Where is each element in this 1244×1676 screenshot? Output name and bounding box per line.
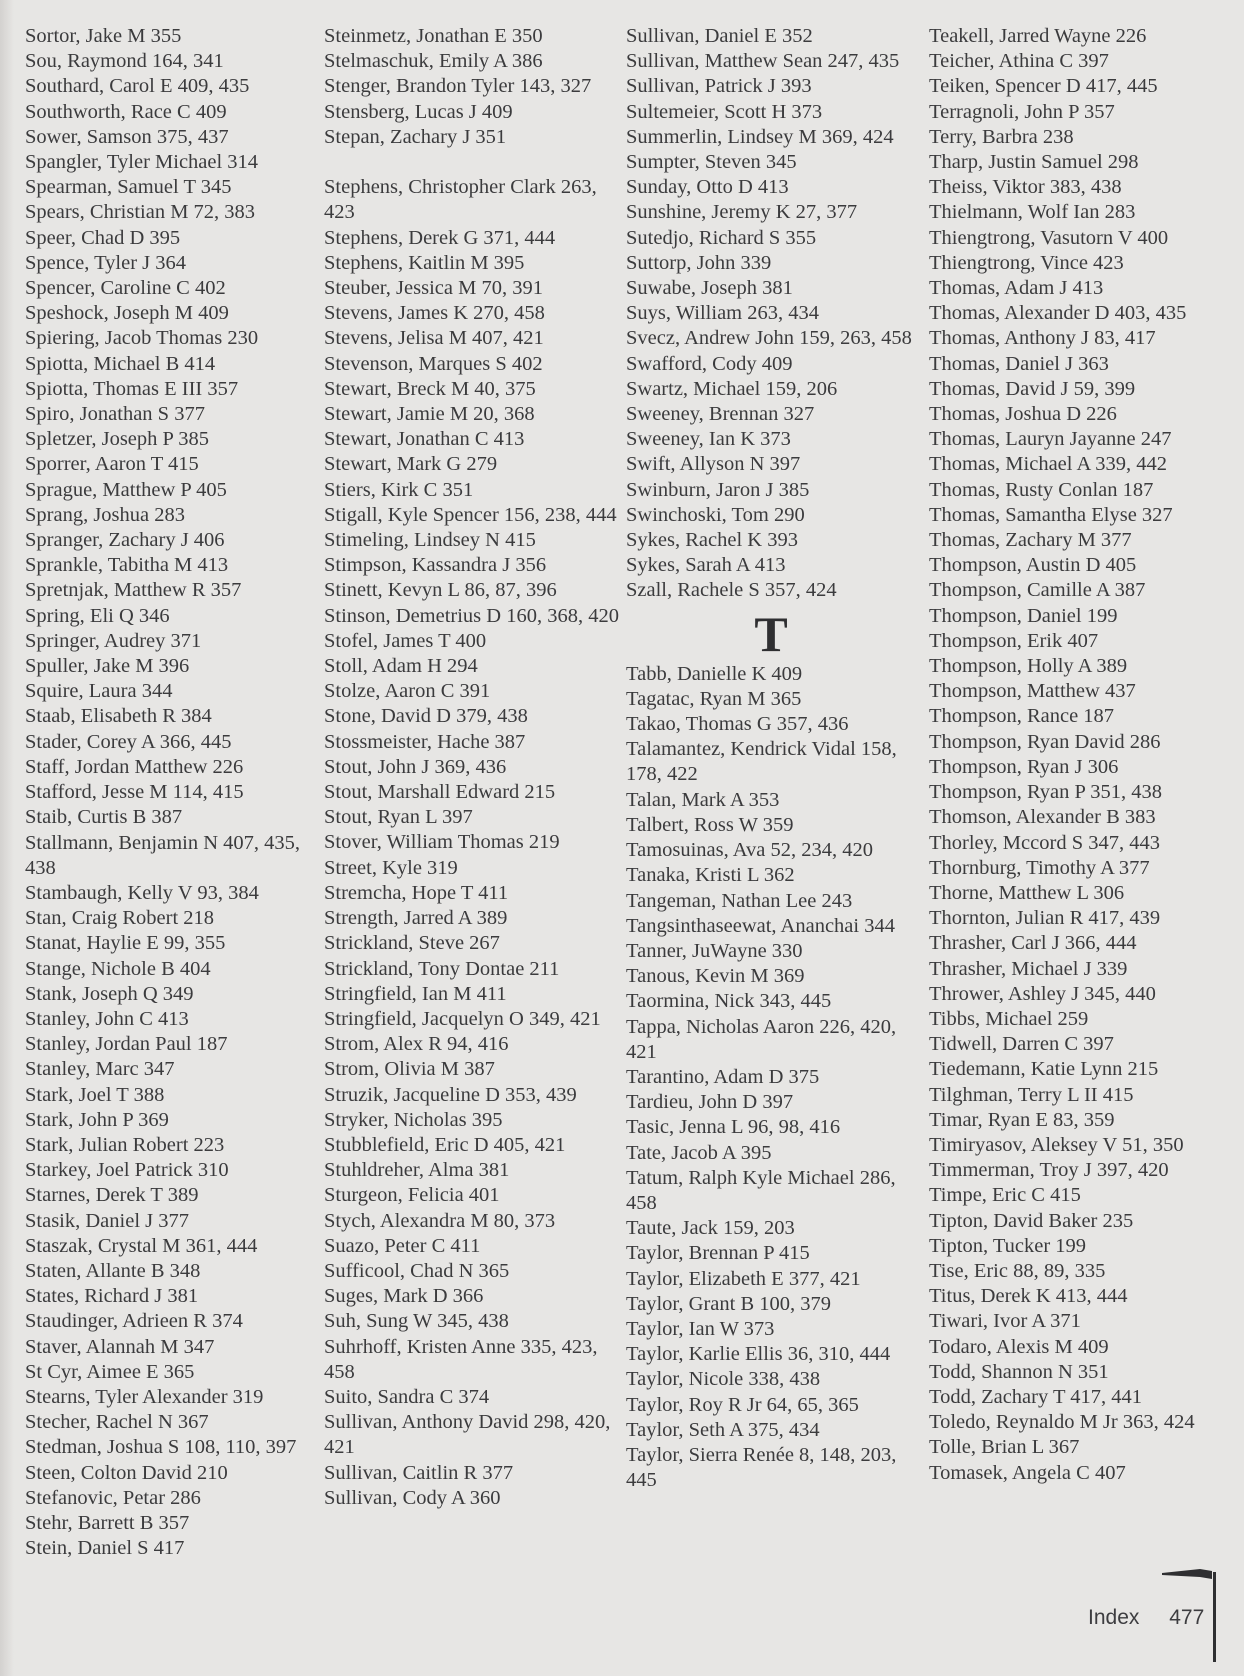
index-entry: Tiedemann, Katie Lynn 215 [929,1058,1159,1081]
index-entry: Takao, Thomas G 357, 436 [626,713,849,736]
index-entry: Sykes, Rachel K 393 [626,529,798,552]
index-entry: Thorne, Matthew L 306 [929,881,1125,904]
index-column-3 [626,24,916,1493]
index-entry: Taylor, Roy R Jr 64, 65, 365 [626,1393,859,1416]
index-entry: Thomas, Lauryn Jayanne 247 [929,428,1172,451]
index-entry: Sullivan, Daniel E 352 [626,25,813,47]
index-entry: Thrasher, Carl J 366, 444 [929,932,1137,955]
index-entry: Stevens, Jelisa M 407, 421 [324,327,544,350]
index-entry: Suh, Sung W 345, 438 [324,1310,509,1333]
index-entry: Stewart, Jonathan C 413 [324,428,525,451]
index-entry: Tabb, Danielle K 409 [626,662,803,685]
index-entry: Strom, Alex R 94, 416 [324,1033,509,1056]
index-entry: Sumpter, Steven 345 [626,151,797,174]
index-entry: Spletzer, Joseph P 385 [25,428,210,451]
index-entry: Stafford, Jesse M 114, 415 [25,781,244,804]
index-entry: Suges, Mark D 366 [324,1285,484,1308]
index-entry: Spiotta, Michael B 414 [25,352,216,375]
index-entry: Tangsinthaseewat, Ananchai 344 [626,914,895,937]
index-entry: Swafford, Cody 409 [626,352,793,375]
index-entry: Spiering, Jacob Thomas 230 [25,327,259,350]
index-entry: Taylor, Brennan P 415 [626,1242,810,1265]
index-entry: Stremcha, Hope T 411 [324,881,509,904]
index-entry: Talan, Mark A 353 [626,788,780,811]
index-entry: Tasic, Jenna L 96, 98, 416 [626,1116,841,1139]
index-entry: Stevens, James K 270, 458 [324,302,545,325]
index-entry: Stelmaschuk, Emily A 386 [324,50,543,73]
index-entry: St Cyr, Aimee E 365 [25,1360,195,1383]
index-entry: Stanley, Marc 347 [25,1058,175,1081]
index-entry: Sultemeier, Scott H 373 [626,100,823,123]
index-entry: Thompson, Holly A 389 [929,655,1128,678]
index-entry: Stout, John J 369, 436 [324,755,507,778]
index-entry: Speshock, Joseph M 409 [25,302,229,325]
index-entry: Tangeman, Nathan Lee 243 [626,889,853,912]
index-entry: Sprague, Matthew P 405 [25,478,227,501]
index-entry: Spiotta, Thomas E III 357 [25,377,239,400]
index-entry: Stofel, James T 400 [324,629,487,652]
index-entry: Stout, Marshall Edward 215 [324,781,556,804]
index-entry: Struzik, Jacqueline D 353, 439 [324,1083,577,1106]
index-entry: Theiss, Viktor 383, 438 [929,176,1122,199]
index-entry: Tanous, Kevin M 369 [626,965,805,988]
index-entry: Speer, Chad D 395 [25,226,181,249]
index-entry: Sullivan, Matthew Sean 247, 435 [626,50,900,73]
index-entry: Thornburg, Timothy A 377 [929,856,1150,879]
index-entry: Tilghman, Terry L II 415 [929,1083,1134,1106]
index-entry: Stryker, Nicholas 395 [324,1108,503,1131]
index-entry: Thompson, Erik 407 [929,629,1099,652]
index-entry: Svecz, Andrew John 159, 263, 458 [626,327,912,350]
index-entry: Taylor, Sierra Renée 8, 148, 203, 445 [626,1443,897,1492]
index-entry: Suys, William 263, 434 [626,302,819,325]
index-entry: Stover, William Thomas 219 [324,831,560,854]
index-entry: Street, Kyle 319 [324,856,458,879]
index-entry: Stark, Julian Robert 223 [25,1133,225,1156]
index-entry: Staab, Elisabeth R 384 [25,705,212,728]
index-entry: Thomas, David J 59, 399 [929,377,1136,400]
index-entry: Sower, Samson 375, 437 [25,125,229,148]
index-entry: Thomas, Rusty Conlan 187 [929,478,1154,501]
index-entry: Stanley, Jordan Paul 187 [25,1033,228,1056]
index-entry: Thomas, Samantha Elyse 327 [929,503,1173,526]
index-entry: Stewart, Breck M 40, 375 [324,377,536,400]
index-entry: Spangler, Tyler Michael 314 [25,151,259,174]
page-number: 477 [1169,1606,1205,1629]
index-entry: Thomas, Adam J 413 [929,277,1104,300]
index-entry: Stanat, Haylie E 99, 355 [25,932,226,955]
index-entry: Sturgeon, Felicia 401 [324,1184,500,1207]
index-entry: Taylor, Grant B 100, 379 [626,1292,831,1315]
index-entry: Teakell, Jarred Wayne 226 [929,25,1147,47]
index-entry: Stiers, Kirk C 351 [324,478,474,501]
index-entry: Stych, Alexandra M 80, 373 [324,1209,556,1232]
index-entry: Southworth, Race C 409 [25,100,227,123]
index-entry: Sunday, Otto D 413 [626,176,789,199]
index-entry: Suito, Sandra C 374 [324,1385,490,1408]
index-entry: Steinmetz, Jonathan E 350 [324,25,543,47]
section-gap [324,150,624,175]
index-entry: Sullivan, Caitlin R 377 [324,1461,514,1484]
index-column-2 [324,24,624,1511]
index-entry: Spranger, Zachary J 406 [25,529,225,552]
index-entry: Timar, Ryan E 83, 359 [929,1108,1115,1131]
index-entry: Stinson, Demetrius D 160, 368, 420 [324,604,619,627]
index-entry: Thompson, Ryan David 286 [929,730,1161,753]
index-entry: Thornton, Julian R 417, 439 [929,907,1161,930]
index-entry: Swartz, Michael 159, 206 [626,377,838,400]
index-entry: Staff, Jordan Matthew 226 [25,755,244,778]
index-entry: Tipton, David Baker 235 [929,1209,1134,1232]
index-entry: Tatum, Ralph Kyle Michael 286, 458 [626,1166,896,1214]
index-entry: Tharp, Justin Samuel 298 [929,151,1139,174]
index-entry: Tardieu, John D 397 [626,1091,794,1114]
index-entry: Staszak, Crystal M 361, 444 [25,1234,258,1257]
index-entry: Stank, Joseph Q 349 [25,982,194,1005]
index-entry: Stearns, Tyler Alexander 319 [25,1385,264,1408]
index-entry: Stuhldreher, Alma 381 [324,1159,510,1182]
index-entry: Sullivan, Patrick J 393 [626,75,812,98]
index-entry: Starkey, Joel Patrick 310 [25,1159,229,1182]
index-column-4 [929,24,1229,1486]
index-entry: Suwabe, Joseph 381 [626,277,793,300]
index-entry: Strickland, Steve 267 [324,932,500,955]
index-entry: Steen, Colton David 210 [25,1461,228,1484]
index-entry: Thompson, Rance 187 [929,705,1115,728]
index-entry: Thomas, Alexander D 403, 435 [929,302,1187,325]
index-entry: Stolze, Aaron C 391 [324,680,491,703]
index-entry: Sweeney, Brennan 327 [626,403,815,426]
index-entry: Strength, Jarred A 389 [324,907,508,930]
index-entry: Staten, Allante B 348 [25,1259,201,1282]
index-entry: Suhrhoff, Kristen Anne 335, 423, 458 [324,1335,598,1383]
index-entry: Spring, Eli Q 346 [25,604,170,627]
index-entry: Stasik, Daniel J 377 [25,1209,189,1232]
index-entry: Sortor, Jake M 355 [25,25,182,47]
index-entry: Thomas, Zachary M 377 [929,529,1132,552]
index-entry: Stimpson, Kassandra J 356 [324,554,547,577]
index-entry: Sykes, Sarah A 413 [626,554,786,577]
index-entry: Sullivan, Anthony David 298, 420, 421 [324,1411,611,1459]
index-entry: Taylor, Ian W 373 [626,1317,775,1340]
index-entry: Tarantino, Adam D 375 [626,1065,820,1088]
index-entry: Stringfield, Ian M 411 [324,982,507,1005]
index-entry: Todd, Shannon N 351 [929,1360,1109,1383]
index-entry: Talbert, Ross W 359 [626,813,794,836]
index-entry: Sprang, Joshua 283 [25,503,186,526]
index-entry: Sullivan, Cody A 360 [324,1486,501,1509]
index-entry: Terry, Barbra 238 [929,125,1074,148]
index-entry: Summerlin, Lindsey M 369, 424 [626,125,894,148]
index-entry: Spiro, Jonathan S 377 [25,403,205,426]
index-entry: Staver, Alannah M 347 [25,1335,215,1358]
index-entry: Springer, Audrey 371 [25,629,202,652]
index-entry: Taylor, Nicole 338, 438 [626,1368,821,1391]
index-entry: Sporrer, Aaron T 415 [25,453,199,476]
index-entry: Stefanovic, Petar 286 [25,1486,201,1509]
index-entry: Taylor, Seth A 375, 434 [626,1418,820,1441]
index-entry: Timmerman, Troy J 397, 420 [929,1159,1169,1182]
index-entry: Stevenson, Marques S 402 [324,352,543,375]
index-entry: Strickland, Tony Dontae 211 [324,957,560,980]
index-entry: Teiken, Spencer D 417, 445 [929,75,1158,98]
index-entry: Stader, Corey A 366, 445 [25,730,232,753]
index-entry: Stone, David D 379, 438 [324,705,528,728]
index-entry: Suttorp, John 339 [626,251,772,274]
index-entry: Suazo, Peter C 411 [324,1234,481,1257]
index-entry: Thomas, Michael A 339, 442 [929,453,1168,476]
index-entry: Sufficool, Chad N 365 [324,1259,510,1282]
index-entry: Stensberg, Lucas J 409 [324,100,513,123]
index-entry: Spearman, Samuel T 345 [25,176,232,199]
index-entry: Thompson, Camille A 387 [929,579,1146,602]
index-entry: Stephens, Christopher Clark 263, 423 [324,176,597,224]
index-entry: Stark, Joel T 388 [25,1083,165,1106]
index-entry: Thiengtrong, Vince 423 [929,251,1124,274]
index-entry: Tanaka, Kristi L 362 [626,864,795,887]
index-entry: Thomas, Joshua D 226 [929,403,1117,426]
index-entry: Staudinger, Adrieen R 374 [25,1310,243,1333]
index-entry: Stewart, Mark G 279 [324,453,498,476]
index-entry: Stange, Nichole B 404 [25,957,211,980]
index-entry: Stanley, John C 413 [25,1007,189,1030]
index-entry: Spretnjak, Matthew R 357 [25,579,242,602]
index-entry: Spence, Tyler J 364 [25,251,187,274]
index-entry: Tidwell, Darren C 397 [929,1033,1114,1056]
index-entry: Thielmann, Wolf Ian 283 [929,201,1136,224]
index-entry: Tamosuinas, Ava 52, 234, 420 [626,839,874,862]
index-entry: Spears, Christian M 72, 383 [25,201,256,224]
index-entry: Starnes, Derek T 389 [25,1184,199,1207]
index-entry: Thrower, Ashley J 345, 440 [929,982,1156,1005]
index-entry: Tiwari, Ivor A 371 [929,1310,1081,1333]
index-entry: Stein, Daniel S 417 [25,1537,185,1560]
index-entry: Stan, Craig Robert 218 [25,907,215,930]
index-entry: Thompson, Ryan J 306 [929,755,1119,778]
index-entry: Thompson, Matthew 437 [929,680,1136,703]
index-entry: Stringfield, Jacquelyn O 349, 421 [324,1007,601,1030]
pennant-icon [1160,1565,1220,1587]
index-entry: Taute, Jack 159, 203 [626,1217,795,1240]
index-entry: Swift, Allyson N 397 [626,453,801,476]
index-entry: Tise, Eric 88, 89, 335 [929,1259,1106,1282]
index-entry: Todaro, Alexis M 409 [929,1335,1109,1358]
index-entry: Toledo, Reynaldo M Jr 363, 424 [929,1411,1195,1434]
page-footer [1088,1606,1204,1630]
index-entry: Stoll, Adam H 294 [324,655,478,678]
index-entry: Southard, Carol E 409, 435 [25,75,250,98]
index-entry: Steuber, Jessica M 70, 391 [324,277,543,300]
index-entry: Timiryasov, Aleksey V 51, 350 [929,1133,1184,1156]
index-entry: Tipton, Tucker 199 [929,1234,1087,1257]
index-entry: Spuller, Jake M 396 [25,655,190,678]
index-entry: Stenger, Brandon Tyler 143, 327 [324,75,592,98]
index-entry: Stedman, Joshua S 108, 110, 397 [25,1436,297,1459]
index-entry: Thompson, Daniel 199 [929,604,1118,627]
index-entry: Stephens, Kaitlin M 395 [324,251,525,274]
section-letter-heading: T [754,605,788,662]
index-entry: Stout, Ryan L 397 [324,806,473,829]
index-entry: Thomas, Daniel J 363 [929,352,1109,375]
index-entry: Tibbs, Michael 259 [929,1007,1089,1030]
index-entry: States, Richard J 381 [25,1285,199,1308]
index-column-1 [25,24,310,1561]
index-entry: Stubblefield, Eric D 405, 421 [324,1133,566,1156]
index-entry: Stehr, Barrett B 357 [25,1511,190,1534]
index-entry: Tanner, JuWayne 330 [626,939,803,962]
index-entry: Thomson, Alexander B 383 [929,806,1156,829]
index-entry: Swinburn, Jaron J 385 [626,478,810,501]
index-entry: Stecher, Rachel N 367 [25,1411,209,1434]
index-entry: Stepan, Zachary J 351 [324,125,507,148]
index-entry: Tagatac, Ryan M 365 [626,687,802,710]
index-entry: Szall, Rachele S 357, 424 [626,579,837,602]
index-entry: Sweeney, Ian K 373 [626,428,791,451]
index-entry: Todd, Zachary T 417, 441 [929,1385,1143,1408]
index-entry: Tappa, Nicholas Aaron 226, 420, 421 [626,1015,897,1063]
index-entry: Thiengtrong, Vasutorn V 400 [929,226,1169,249]
index-entry: Tomasek, Angela C 407 [929,1461,1126,1484]
index-entry: Sprankle, Tabitha M 413 [25,554,229,577]
index-entry: Stark, John P 369 [25,1108,169,1131]
index-entry: Strom, Olivia M 387 [324,1058,495,1081]
index-entry: Taylor, Karlie Ellis 36, 310, 444 [626,1343,891,1366]
index-entry: Thomas, Anthony J 83, 417 [929,327,1156,350]
index-entry: Thrasher, Michael J 339 [929,957,1128,980]
index-entry: Stambaugh, Kelly V 93, 384 [25,881,259,904]
index-entry: Thorley, Mccord S 347, 443 [929,831,1160,854]
index-entry: Taormina, Nick 343, 445 [626,990,832,1013]
index-entry: Talamantez, Kendrick Vidal 158, 178, 422 [626,738,897,786]
index-entry: Spencer, Caroline C 402 [25,277,226,300]
index-entry: Stimeling, Lindsey N 415 [324,529,536,552]
index-entry: Stinett, Kevyn L 86, 87, 396 [324,579,557,602]
index-entry: Stallmann, Benjamin N 407, 435, 438 [25,831,301,879]
index-entry: Titus, Derek K 413, 444 [929,1285,1128,1308]
index-entry: Squire, Laura 344 [25,680,173,703]
index-entry: Sutedjo, Richard S 355 [626,226,817,249]
page-gutter-shadow [0,0,14,1676]
footer-section-label: Index [1088,1606,1140,1629]
index-entry: Swinchoski, Tom 290 [626,503,805,526]
index-entry: Sou, Raymond 164, 341 [25,50,224,73]
index-entry: Stewart, Jamie M 20, 368 [324,403,535,426]
index-entry: Terragnoli, John P 357 [929,100,1115,123]
index-entry: Stephens, Derek G 371, 444 [324,226,556,249]
index-entry: Thompson, Ryan P 351, 438 [929,781,1163,804]
index-entry: Stossmeister, Hache 387 [324,730,526,753]
index-entry: Sunshine, Jeremy K 27, 377 [626,201,858,224]
index-entry: Thompson, Austin D 405 [929,554,1137,577]
index-entry: Tate, Jacob A 395 [626,1141,772,1164]
index-entry: Tolle, Brian L 367 [929,1436,1080,1459]
index-entry: Timpe, Eric C 415 [929,1184,1081,1207]
index-entry: Taylor, Elizabeth E 377, 421 [626,1267,861,1290]
index-entry: Staib, Curtis B 387 [25,806,183,829]
index-entry: Stigall, Kyle Spencer 156, 238, 444 [324,503,617,526]
index-entry: Teicher, Athina C 397 [929,50,1109,73]
